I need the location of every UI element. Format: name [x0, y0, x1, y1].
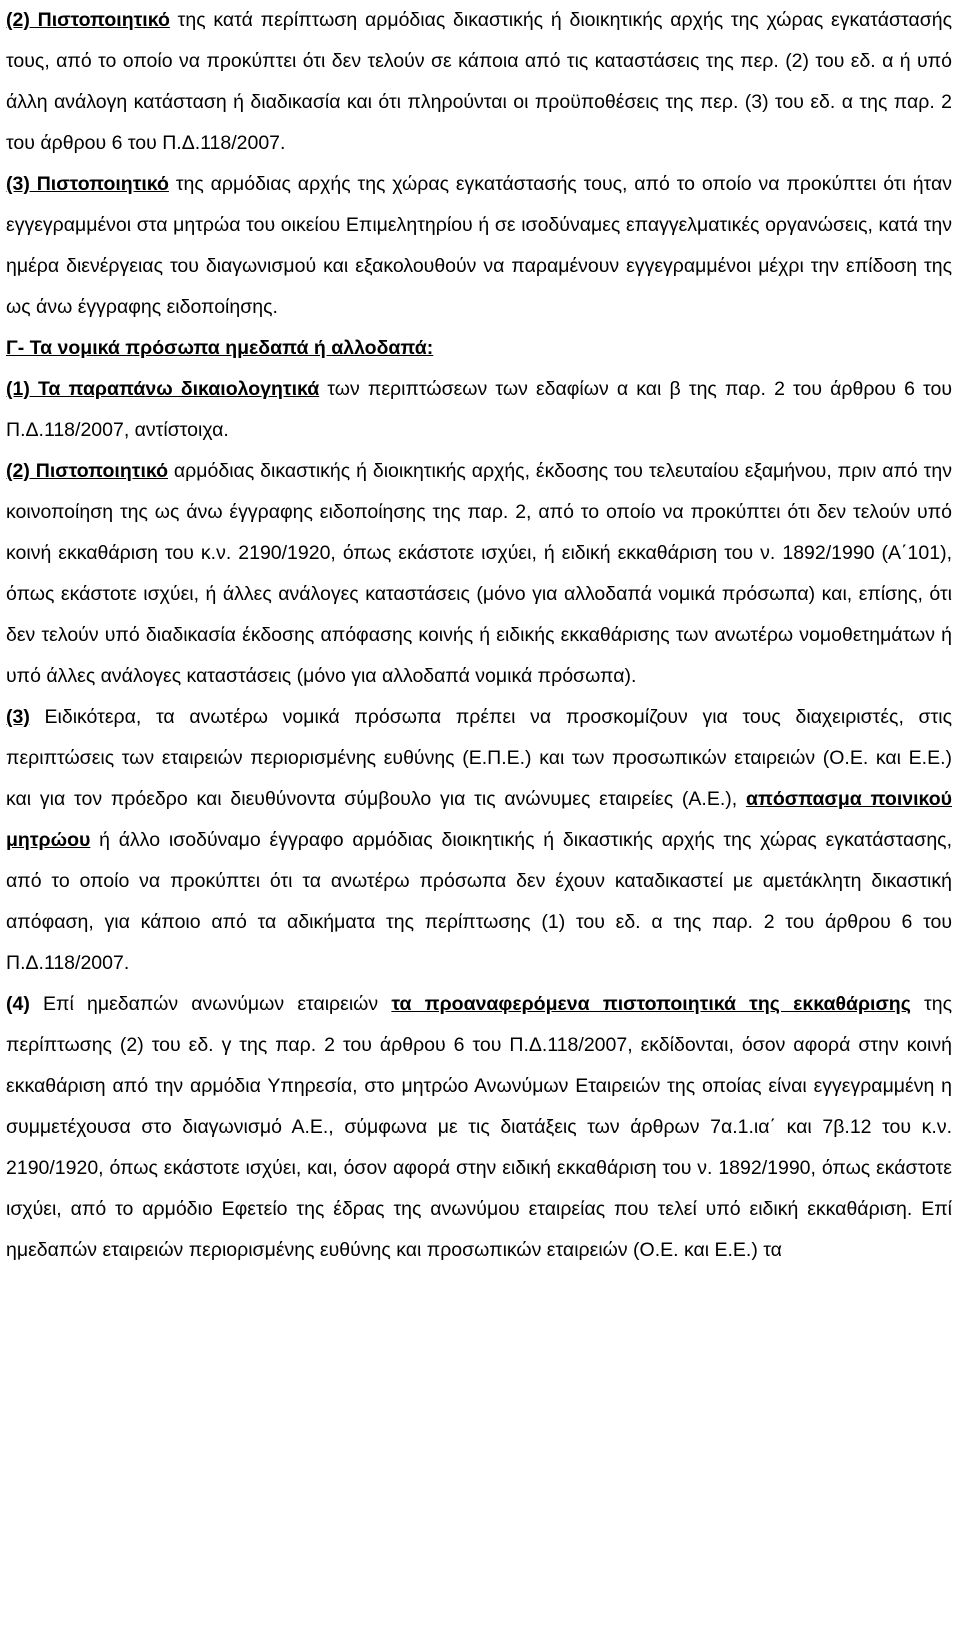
paragraph-lead: (1) Τα παραπάνω δικαιολογητικά [6, 378, 320, 400]
paragraph-text: Επί ημεδαπών ανωνύμων εταιρειών [29, 993, 392, 1015]
paragraph-tail: της περίπτωσης (2) του εδ. γ της παρ. 2 του άρθρου 6 του Π.Δ.118/2007, εκδίδονται, όσον αφορά στην κοινή εκκαθάριση από την αρμόδια Υπηρεσία, στο μητρώο Ανωνύμων Εταιρειών της οποίας είναι εγγεγραμμένη η συμμετέχουσα στο διαγωνισμό Α.Ε., σύμφωνα με τις διατάξεις των άρθρων 7α.1.ια΄ και 7β.12 του κ.ν. 2190/1920, όπως εκάστοτε ισχύει, και, όσον αφορά στην ειδική εκκαθάριση του ν. 1892/1990, όπως εκάστοτε ισχύει, από το αρμόδιο Εφετείο της έδρας της ανωνύμου εταιρείας που τελεί υπό ειδική εκκαθάριση. Επί ημεδαπών εταιρειών περιορισμένης ευθύνης και προσωπικών εταιρειών (Ο.Ε. και Ε.Ε.) τα [6, 993, 952, 1261]
section-heading: Γ- Τα νομικά πρόσωπα ημεδαπά ή αλλοδαπά: [6, 337, 434, 359]
paragraph-text: της αρμόδιας αρχής της χώρας εγκατάστασής τους, από το οποίο να προκύπτει ότι ήταν εγγεγραμμένοι στα μητρώα του οικείου Επιμελητηρίου ή σε ισοδύναμες επαγγελματικές οργανώσεις, κατά την ημέρα διενέργειας του διαγωνισμού και εξακολουθούν να παραμένουν εγγεγραμμένοι μέχρι την επίδοση της ως άνω έγγραφης ειδοποίησης. [6, 173, 952, 318]
paragraph-text: των περιπτώσεων των εδαφίων α και β της παρ. 2 του άρθρου 6 του Π.Δ.118/2007, αντίστοιχα. [6, 378, 952, 441]
paragraph-lead: (4) [6, 993, 30, 1015]
paragraph-lead: (2) Πιστοποιητικό [6, 9, 170, 31]
paragraph-lead: (3) Πιστοποιητικό [6, 173, 169, 195]
paragraph-text: αρμόδιας δικαστικής ή διοικητικής αρχής, έκδοσης του τελευταίου εξαμήνου, πριν από την κοινοποίηση της ως άνω έγγραφης ειδοποίησης της παρ. 2, από το οποίο να προκύπτει ότι δεν τελούν υπό κοινή εκκαθάριση του κ.ν. 2190/1920, όπως εκάστοτε ισχύει, ή ειδική εκκαθάριση του ν. 1892/1990 (Α΄101), όπως εκάστοτε ισχύει, ή άλλες ανάλογες καταστάσεις (μόνο για αλλοδαπά νομικά πρόσωπα) και, επίσης, ότι δεν τελούν υπό διαδικασία έκδοσης απόφασης κοινής ή ειδικής εκκαθάρισης των ανωτέρω νομοθετημάτων ή υπό άλλες ανάλογες καταστάσεις (μόνο για αλλοδαπά νομικά πρόσωπα). [6, 460, 952, 687]
paragraph-lead: (2) Πιστοποιητικό [6, 460, 168, 482]
paragraph-b3 [6, 164, 952, 328]
section-heading-c [6, 328, 952, 369]
paragraph-emphasis: απόσπασμα ποινικού μητρώου [6, 788, 953, 851]
paragraph-text: της κατά περίπτωση αρμόδιας δικαστικής ή διοικητικής αρχής της χώρας εγκατάστασής τους, από το οποίο να προκύπτει ότι δεν τελούν σε κάποια από τις καταστάσεις της περ. (2) του εδ. α ή υπό άλλη ανάλογη κατάσταση ή διαδικασία και ότι πληρούνται οι προϋποθέσεις της περ. (3) του εδ. α της παρ. 2 του άρθρου 6 του Π.Δ.118/2007. [6, 9, 953, 154]
paragraph-c4 [6, 984, 952, 1271]
paragraph-c1 [6, 369, 952, 451]
paragraph-lead: (3) [6, 706, 30, 728]
paragraph-c2 [6, 451, 952, 697]
paragraph-b2 [6, 0, 952, 164]
paragraph-text: Ειδικότερα, τα ανωτέρω νομικά πρόσωπα πρέπει να προσκομίζουν για τους διαχειριστές, στις περιπτώσεις των εταιρειών περιορισμένης ευθύνης (Ε.Π.Ε.) και των προσωπικών εταιρειών (Ο.Ε. και Ε.Ε.) και για τον πρόεδρο και διευθύνοντα σύμβουλο για τις ανώνυμες εταιρείες (Α.Ε.), [6, 706, 952, 810]
paragraph-emphasis: τα προαναφερόμενα πιστοποιητικά της εκκαθάρισης [391, 993, 911, 1015]
paragraph-tail: ή άλλο ισοδύναμο έγγραφο αρμόδιας διοικητικής ή δικαστικής αρχής της χώρας εγκατάστασης, από το οποίο να προκύπτει ότι τα ανωτέρω πρόσωπα δεν έχουν καταδικαστεί με αμετάκλητη δικαστική απόφαση, για κάποιο από τα αδικήματα της περίπτωσης (1) του εδ. α της παρ. 2 του άρθρου 6 του Π.Δ.118/2007. [6, 829, 952, 974]
paragraph-c3 [6, 697, 952, 984]
